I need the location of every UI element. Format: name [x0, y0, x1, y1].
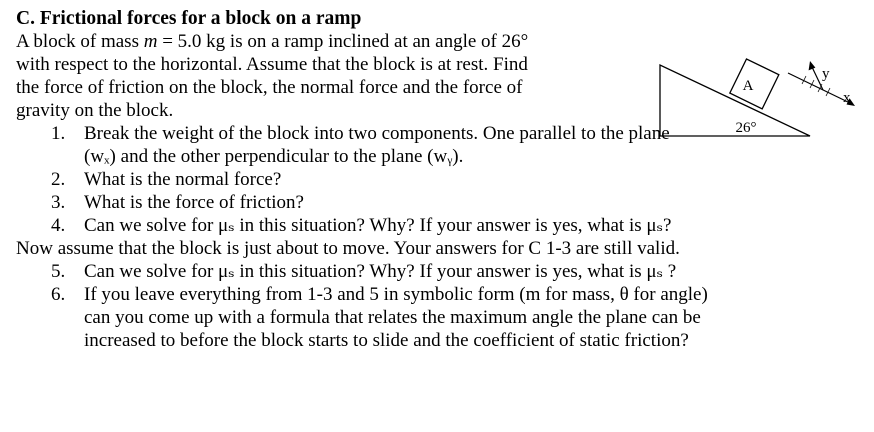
- mass-symbol: m: [143, 31, 158, 52]
- intro-text: A block of mass: [16, 31, 144, 52]
- y-axis-label: y: [822, 66, 830, 82]
- question-text: What is the normal force?: [84, 169, 282, 190]
- question-text: can you come up with a formula that relates the maximum angle the plane can be: [84, 307, 701, 328]
- axes: [788, 61, 855, 106]
- angle-label: 26°: [735, 120, 757, 136]
- ramp-diagram: [650, 40, 870, 150]
- intro-line-1: [16, 30, 528, 53]
- question-text: Break the weight of the block into two components. One parallel to the plane: [84, 123, 670, 144]
- question-text: Can we solve for μₛ in this situation? Why? If your answer is yes, what is μₛ ?: [84, 261, 677, 282]
- y-arrowhead: [809, 61, 816, 70]
- question-number: 1.: [51, 123, 66, 144]
- section-title: C. Frictional forces for a block on a ramp: [16, 8, 362, 29]
- question-text: Can we solve for μₛ in this situation? Why? If your answer is yes, what is μₛ?: [84, 215, 672, 236]
- question-number: 4.: [51, 215, 66, 236]
- x-axis: [788, 73, 850, 103]
- transition-text: Now assume that the block is just about to move. Your answers for C 1-3 are still valid.: [16, 238, 680, 259]
- ramp-diagram-svg: [650, 40, 870, 150]
- question-text: If you leave everything from 1-3 and 5 in symbolic form (m for mass, θ for angle): [84, 284, 708, 305]
- question-number: 3.: [51, 192, 66, 213]
- question-number: 6.: [51, 284, 66, 305]
- question-text: What is the force of friction?: [84, 192, 304, 213]
- intro-line-3: the force of friction on the block, the normal force and the force of: [16, 77, 523, 98]
- intro-line-2: with respect to the horizontal. Assume that the block is at rest. Find: [16, 54, 528, 75]
- question-number: 5.: [51, 261, 66, 282]
- intro-line-4: gravity on the block.: [16, 100, 174, 121]
- x-axis-label: x: [843, 90, 851, 106]
- question-text: (wₓ) and the other perpendicular to the plane (wᵧ).: [84, 146, 464, 167]
- block-label: A: [742, 78, 754, 94]
- question-text: increased to before the block starts to slide and the coefficient of static friction?: [84, 330, 689, 351]
- question-number: 2.: [51, 169, 66, 190]
- intro-text: = 5.0 kg is on a ramp inclined at an angle of 26°: [157, 31, 529, 52]
